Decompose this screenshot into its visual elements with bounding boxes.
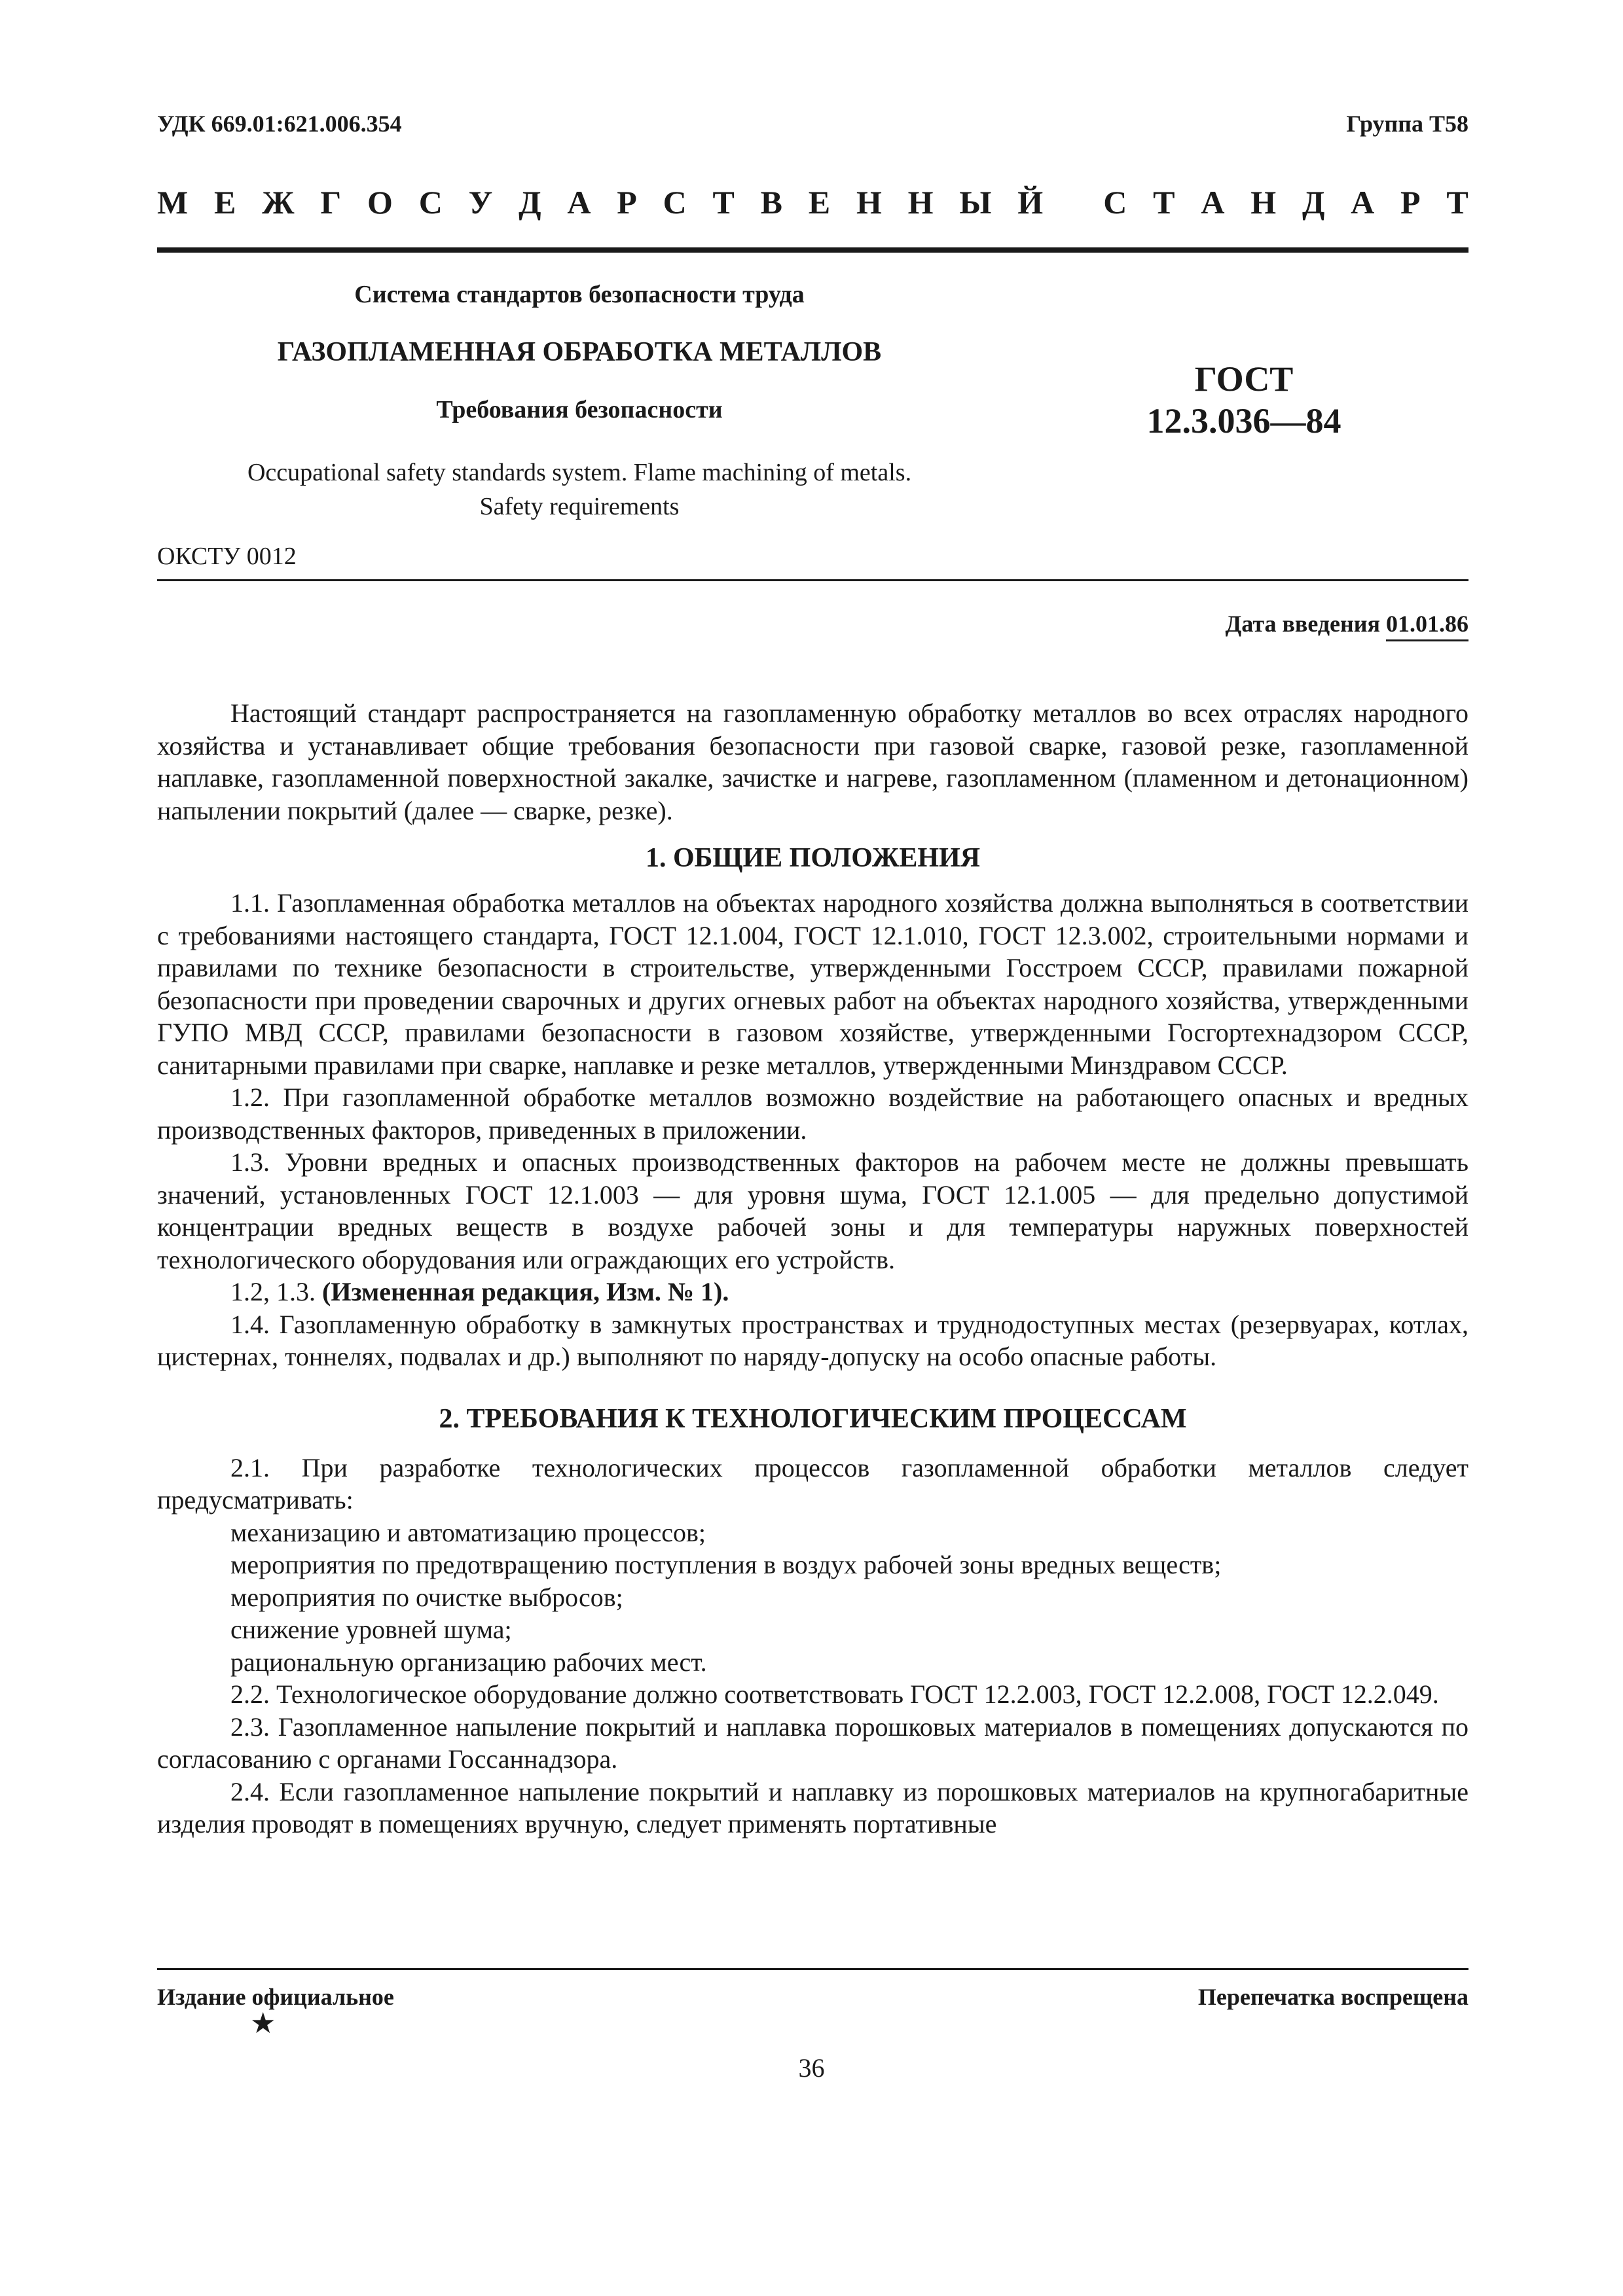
introduction-date-label: Дата введения — [1225, 611, 1386, 637]
banner-letter: М — [157, 184, 189, 221]
header-rule — [157, 579, 1468, 581]
clause-2-4: 2.4. Если газопламенное напыление покрытий и наплавку из порошковых материалов на крупногабаритные изделия проводят в помещениях вручную, следует применять портативные — [157, 1776, 1468, 1839]
banner-letter: Т — [1153, 184, 1175, 221]
banner-letter: С — [663, 184, 687, 221]
document-subtitle: Требования безопасности — [436, 396, 723, 423]
section-heading: 1. ОБЩИЕ ПОЛОЖЕНИЯ — [645, 843, 981, 873]
list-item: мероприятия по очистке выбросов; — [230, 1582, 623, 1612]
standard-banner — [157, 183, 1468, 221]
page-number: 36 — [798, 2053, 825, 2083]
introduction-date-value: 01.01.86 — [1386, 611, 1468, 641]
banner-letter: Й — [1017, 184, 1044, 221]
banner-gap — [1069, 183, 1078, 221]
document-body — [157, 697, 1468, 1840]
group-code: Группа Т58 — [1346, 111, 1468, 137]
list-item: снижение уровней шума; — [230, 1615, 512, 1644]
banner-letter: Ы — [959, 184, 992, 221]
banner-letter: У — [468, 184, 493, 221]
official-edition: Издание официальное — [157, 1984, 394, 2010]
banner-letter: С — [418, 184, 443, 221]
english-title — [157, 456, 1002, 524]
banner-letter: Н — [856, 184, 882, 221]
banner-letter: Р — [1400, 184, 1421, 221]
clause-1-2: 1.2. При газопламенной обработке металлов возможно воздействие на работающего опасных и вредных производственных факторов, приведенных в приложении. — [157, 1083, 1468, 1145]
amendment-text: (Измененная редакция, Изм. № 1). — [322, 1277, 729, 1306]
reprint-prohibited: Перепечатка воспрещена — [1197, 1984, 1468, 2010]
banner-letter: Н — [907, 184, 934, 221]
section-heading: 2. ТРЕБОВАНИЯ К ТЕХНОЛОГИЧЕСКИМ ПРОЦЕССАМ — [439, 1403, 1187, 1434]
banner-letter: Е — [808, 184, 831, 221]
banner-rule — [157, 247, 1468, 253]
banner-letter: Е — [214, 184, 236, 221]
clause-2-2: 2.2. Технологическое оборудование должно соответствовать ГОСТ 12.2.003, ГОСТ 12.2.008, ГОСТ 12.2.049. — [230, 1679, 1439, 1709]
banner-letter: Д — [1302, 184, 1325, 221]
english-title-line: Occupational safety standards system. Flame machining of metals. — [247, 459, 912, 486]
okstu-code: ОКСТУ 0012 — [157, 543, 297, 570]
amendment-note — [157, 1276, 1468, 1308]
udk-code: УДК 669.01:621.006.354 — [157, 111, 402, 137]
introduction-date — [1226, 610, 1469, 637]
banner-letter: Ж — [262, 184, 295, 221]
intro-paragraph: Настоящий стандарт распространяется на газопламенную обработку металлов во всех отраслях народного хозяйства и устанавливает общие требования безопасности при газовой сварке, газовой резке, газопламенной наплавке, газопламенной поверхностной закалке, зачистке и нагреве, газопламенном (пламенном и детонационном) напылении покрытий (далее — сварке, резке). — [157, 698, 1468, 825]
banner-letter: Т — [712, 184, 735, 221]
footer-rule — [157, 1968, 1468, 1970]
banner-letter: А — [567, 184, 591, 221]
banner-letter: Т — [1446, 184, 1468, 221]
banner-letter: С — [1103, 184, 1127, 221]
banner-letter: А — [1351, 184, 1375, 221]
banner-letter: О — [367, 184, 393, 221]
english-title-line: Safety requirements — [479, 493, 680, 520]
gost-label: ГОСТ — [1194, 359, 1294, 399]
clause-1-1: 1.1. Газопламенная обработка металлов на объектах народного хозяйства должна выполняться в соответствии с требованиями настоящего стандарта, ГОСТ 12.1.004, ГОСТ 12.1.010, ГОСТ 12.3.002, строительными нормами и правилами по технике безопасности в строительстве, утвержденными Госстроем СССР, правилами пожарной безопасности при проведении сварочных и других огневых работ на объектах народного хозяйства, утвержденными ГУПО МВД СССР, правилами безопасности в газовом хозяйстве, утвержденными Госгортехнадзором СССР, санитарными правилами при сварке, наплавке и резке металлов, утвержденными Минздравом СССР. — [157, 888, 1468, 1080]
banner-letter: В — [760, 184, 782, 221]
list-item: механизацию и автоматизацию процессов; — [230, 1517, 706, 1547]
banner-letter: Н — [1250, 184, 1277, 221]
clause-2-3: 2.3. Газопламенное напыление покрытий и наплавка порошковых материалов в помещениях допускаются по согласованию с органами Госсаннадзора. — [157, 1712, 1468, 1774]
gost-number: 12.3.036—84 — [1146, 401, 1341, 440]
banner-letter: А — [1201, 184, 1225, 221]
clause-1-3: 1.3. Уровни вредных и опасных производственных факторов на рабочем месте не должны превышать значений, установленных ГОСТ 12.1.003 — для уровня шума, ГОСТ 12.1.005 — для предельно допустимой концентрации вредных веществ в воздухе рабочей зоны и для температуры наружных поверхностей технологического оборудования или ограждающих его устройств. — [157, 1147, 1468, 1274]
standards-series: Система стандартов безопасности труда — [354, 281, 805, 308]
clause-2-1: 2.1. При разработке технологических процессов газопламенной обработки металлов следует предусматривать: — [157, 1452, 1468, 1515]
list-item: рациональную организацию рабочих мест. — [230, 1647, 707, 1677]
banner-letter: Д — [519, 184, 541, 221]
banner-letter: Р — [617, 184, 637, 221]
clause-1-4: 1.4. Газопламенную обработку в замкнутых пространствах и труднодоступных местах (резервуарах, котлах, цистернах, тоннелях, подвалах и др.) выполняют по наряду-допуску на особо опасные работы. — [157, 1309, 1468, 1371]
list-item: мероприятия по предотвращению поступления в воздух рабочей зоны вредных веществ; — [230, 1550, 1222, 1579]
star-icon: ★ — [250, 2007, 276, 2039]
document-title: ГАЗОПЛАМЕННАЯ ОБРАБОТКА МЕТАЛЛОВ — [277, 337, 882, 367]
banner-letter: Г — [320, 184, 342, 221]
amendment-clauses: 1.2, 1.3. — [230, 1277, 322, 1306]
